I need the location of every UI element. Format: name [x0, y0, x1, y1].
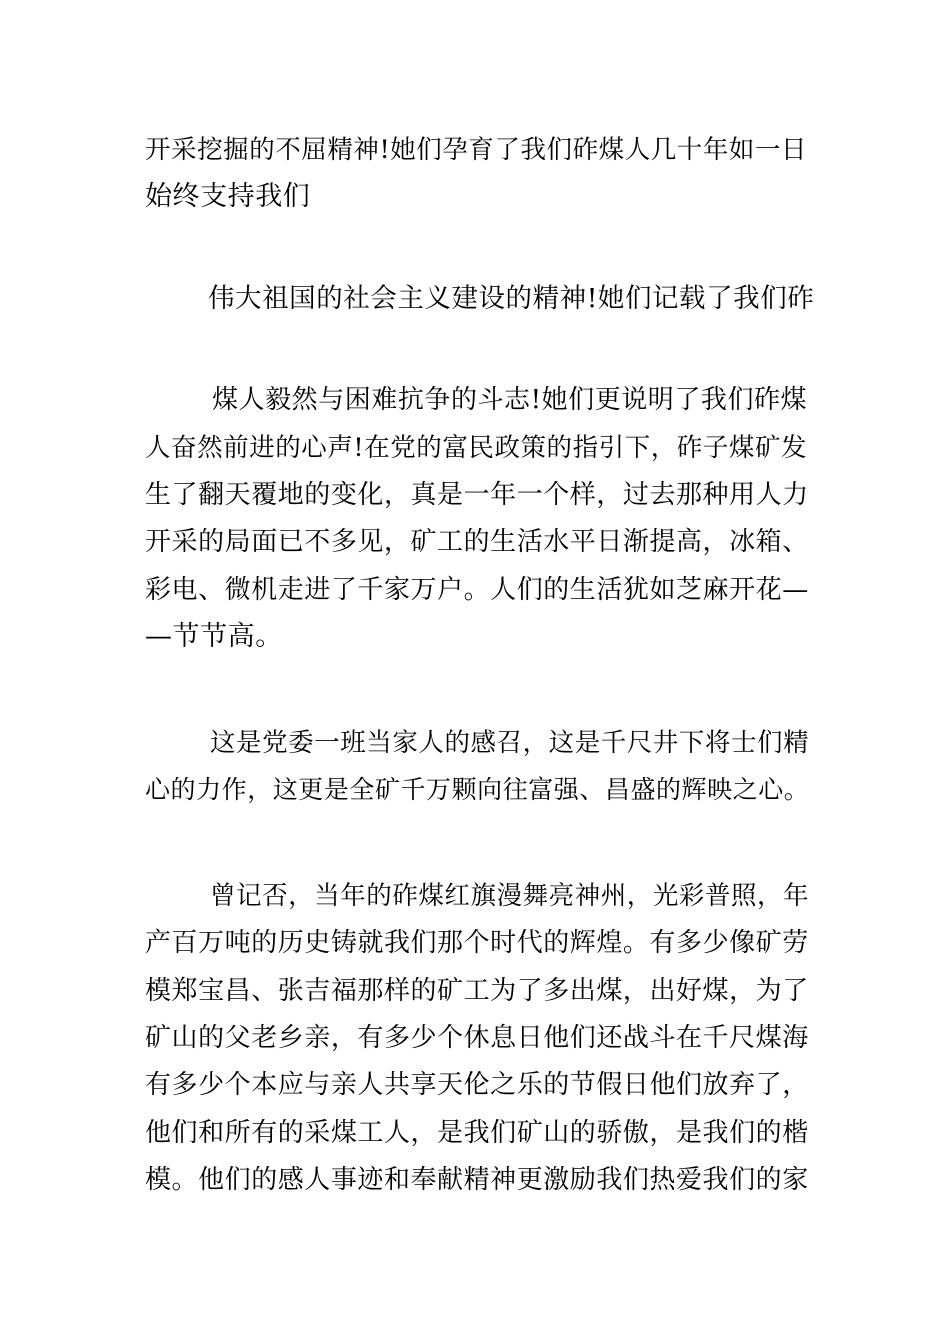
text-line: 矿山的父老乡亲，有多少个休息日他们还战斗在千尺煤海	[145, 1023, 809, 1053]
text-line: 曾记否，当年的砟煤红旗漫舞亮神州，光彩普照，年	[210, 881, 810, 911]
text-line: 有多少个本应与亲人共享天伦之乐的节假日他们放弃了，	[145, 1070, 809, 1100]
text-line: 心的力作，这更是全矿千万颗向往富强、昌盛的辉映之心。	[145, 775, 810, 804]
text-line: 模。他们的感人事迹和奉献精神更激励我们热爱我们的家	[145, 1165, 809, 1195]
text-line: 产百万吨的历史铸就我们那个时代的辉煌。有多少像矿劳	[145, 928, 809, 958]
text-line: 煤人毅然与困难抗争的斗志!她们更说明了我们砟煤	[212, 385, 808, 415]
text-line: —节节高。	[145, 621, 283, 652]
text-line: 始终支持我们	[145, 181, 311, 212]
text-line: 开采的局面已不多见，矿工的生活水平日渐提高，冰箱、	[145, 527, 809, 557]
text-line: 人奋然前进的心声!在党的富民政策的指引下，砟子煤矿发	[145, 433, 808, 463]
text-line: 伟大祖国的社会主义建设的精神!她们记载了我们砟	[208, 283, 815, 314]
text-line: 模郑宝昌、张吉福那样的矿工为了多出煤，出好煤，为了	[145, 976, 809, 1006]
text-line: 这是党委一班当家人的感召，这是千尺井下将士们精	[210, 728, 810, 758]
text-line: 他们和所有的采煤工人，是我们矿山的骄傲，是我们的楷	[145, 1118, 809, 1148]
text-line: 开采挖掘的不屈精神!她们孕育了我们砟煤人几十年如一日	[145, 135, 808, 165]
text-line: 生了翻天覆地的变化，真是一年一个样，过去那种用人力	[145, 480, 809, 510]
text-line: 彩电、微机走进了千家万户。人们的生活犹如芝麻开花—	[145, 575, 809, 605]
